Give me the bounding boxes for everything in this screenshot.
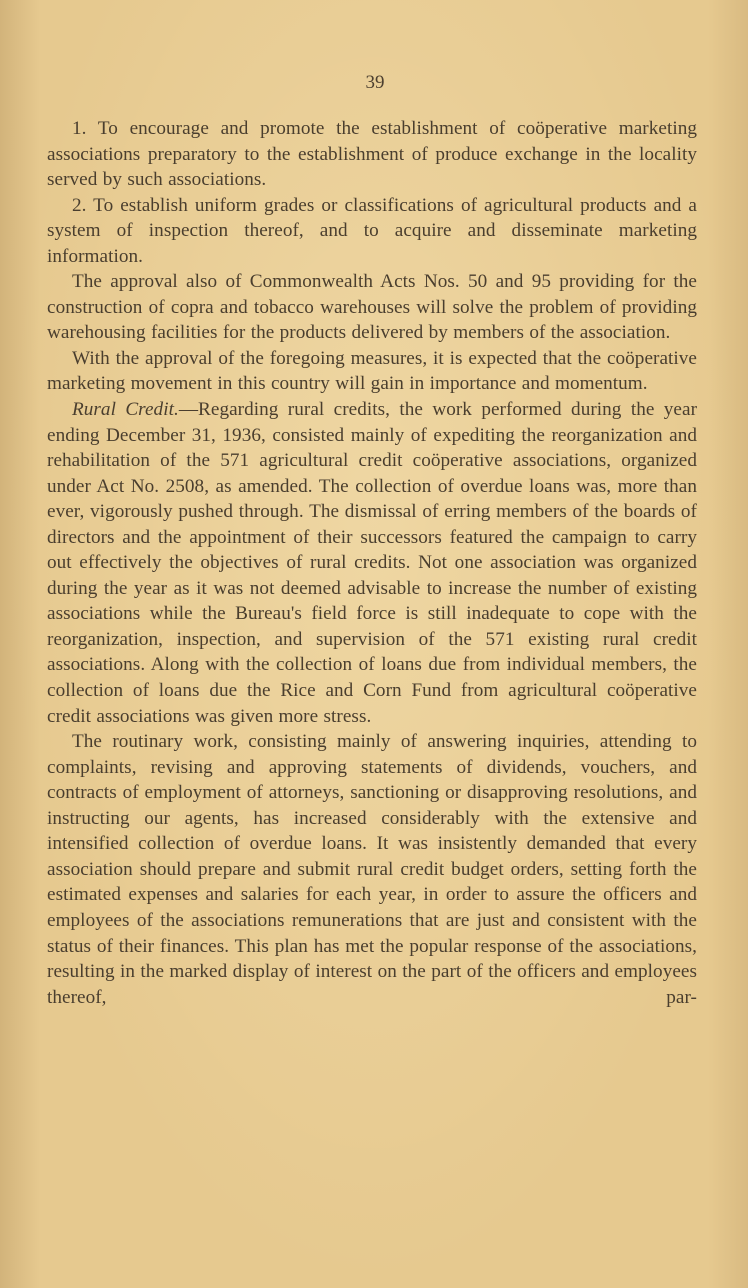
section-run-in-heading: Rural Credit. <box>72 399 179 421</box>
paragraph-momentum <box>47 346 697 397</box>
document-page <box>47 66 697 1010</box>
paragraph-text: The routinary work, consisting mainly of answering inquiries, attending to complaints, revising and approving statements of dividends, vouchers, and contracts of employment of attorneys, sanctioning or disapproving resolutions, and instructing our agents, has increased considerably with the extensive and intensified collection of overdue loans. It was insistently demanded that every association should prepare and submit rural credit budget orders, setting forth the estimated expenses and salaries for each year, in order to assure the officers and employees of the associations remunerations that are just and consistent with the status of their finances. This plan has met the popular response of the associations, resulting in the marked display of interest on the part of the officers and employees thereof, par- <box>47 731 697 1008</box>
paragraph-text: 1. To encourage and promote the establishment of coöperative marketing associations preparatory to the establishment of produce exchange in the locality served by such associations. <box>47 118 697 191</box>
paragraph-warehouses <box>47 269 697 346</box>
paragraph-text: —Regarding rural credits, the work performed during the year ending December 31, 1936, consisted mainly of expediting the reorganization and rehabilitation of the 571 agricultural credit coöperative associations, organized under Act No. 2508, as amended. The collection of overdue loans was, more than ever, vigorously pushed through. The dismissal of erring members of the boards of directors and the appointment of their successors featured the campaign to carry out effectively the objectives of rural credits. Not one association was organized during the year as it was not deemed advisable to increase the number of existing associations while the Bureau's field force is still inadequate to cope with the reorganization, inspection, and supervision of the 571 existing rural credit associations. Along with the collection of loans due from individual members, the collection of loans due the Rice and Corn Fund from agricultural coöperative credit associations was given more stress. <box>47 399 698 727</box>
paragraph-text: 2. To establish uniform grades or classifications of agricultural products and a system of inspection thereof, and to acquire and disseminate marketing information. <box>47 194 697 267</box>
paragraph-routinary-work <box>47 729 697 1010</box>
paragraph-item-1 <box>47 116 697 193</box>
body-text <box>47 116 697 1010</box>
paragraph-text: With the approval of the foregoing measures, it is expected that the coöperative marketing movement in this country will gain in importance and momentum. <box>47 347 697 395</box>
paragraph-rural-credit <box>47 397 697 729</box>
page-number: 39 <box>365 72 385 93</box>
paragraph-text: The approval also of Commonwealth Acts Nos. 50 and 95 providing for the construction of copra and tobacco warehouses will solve the problem of providing warehousing facilities for the products delivered by members of the association. <box>47 271 697 344</box>
paragraph-item-2 <box>47 193 697 270</box>
